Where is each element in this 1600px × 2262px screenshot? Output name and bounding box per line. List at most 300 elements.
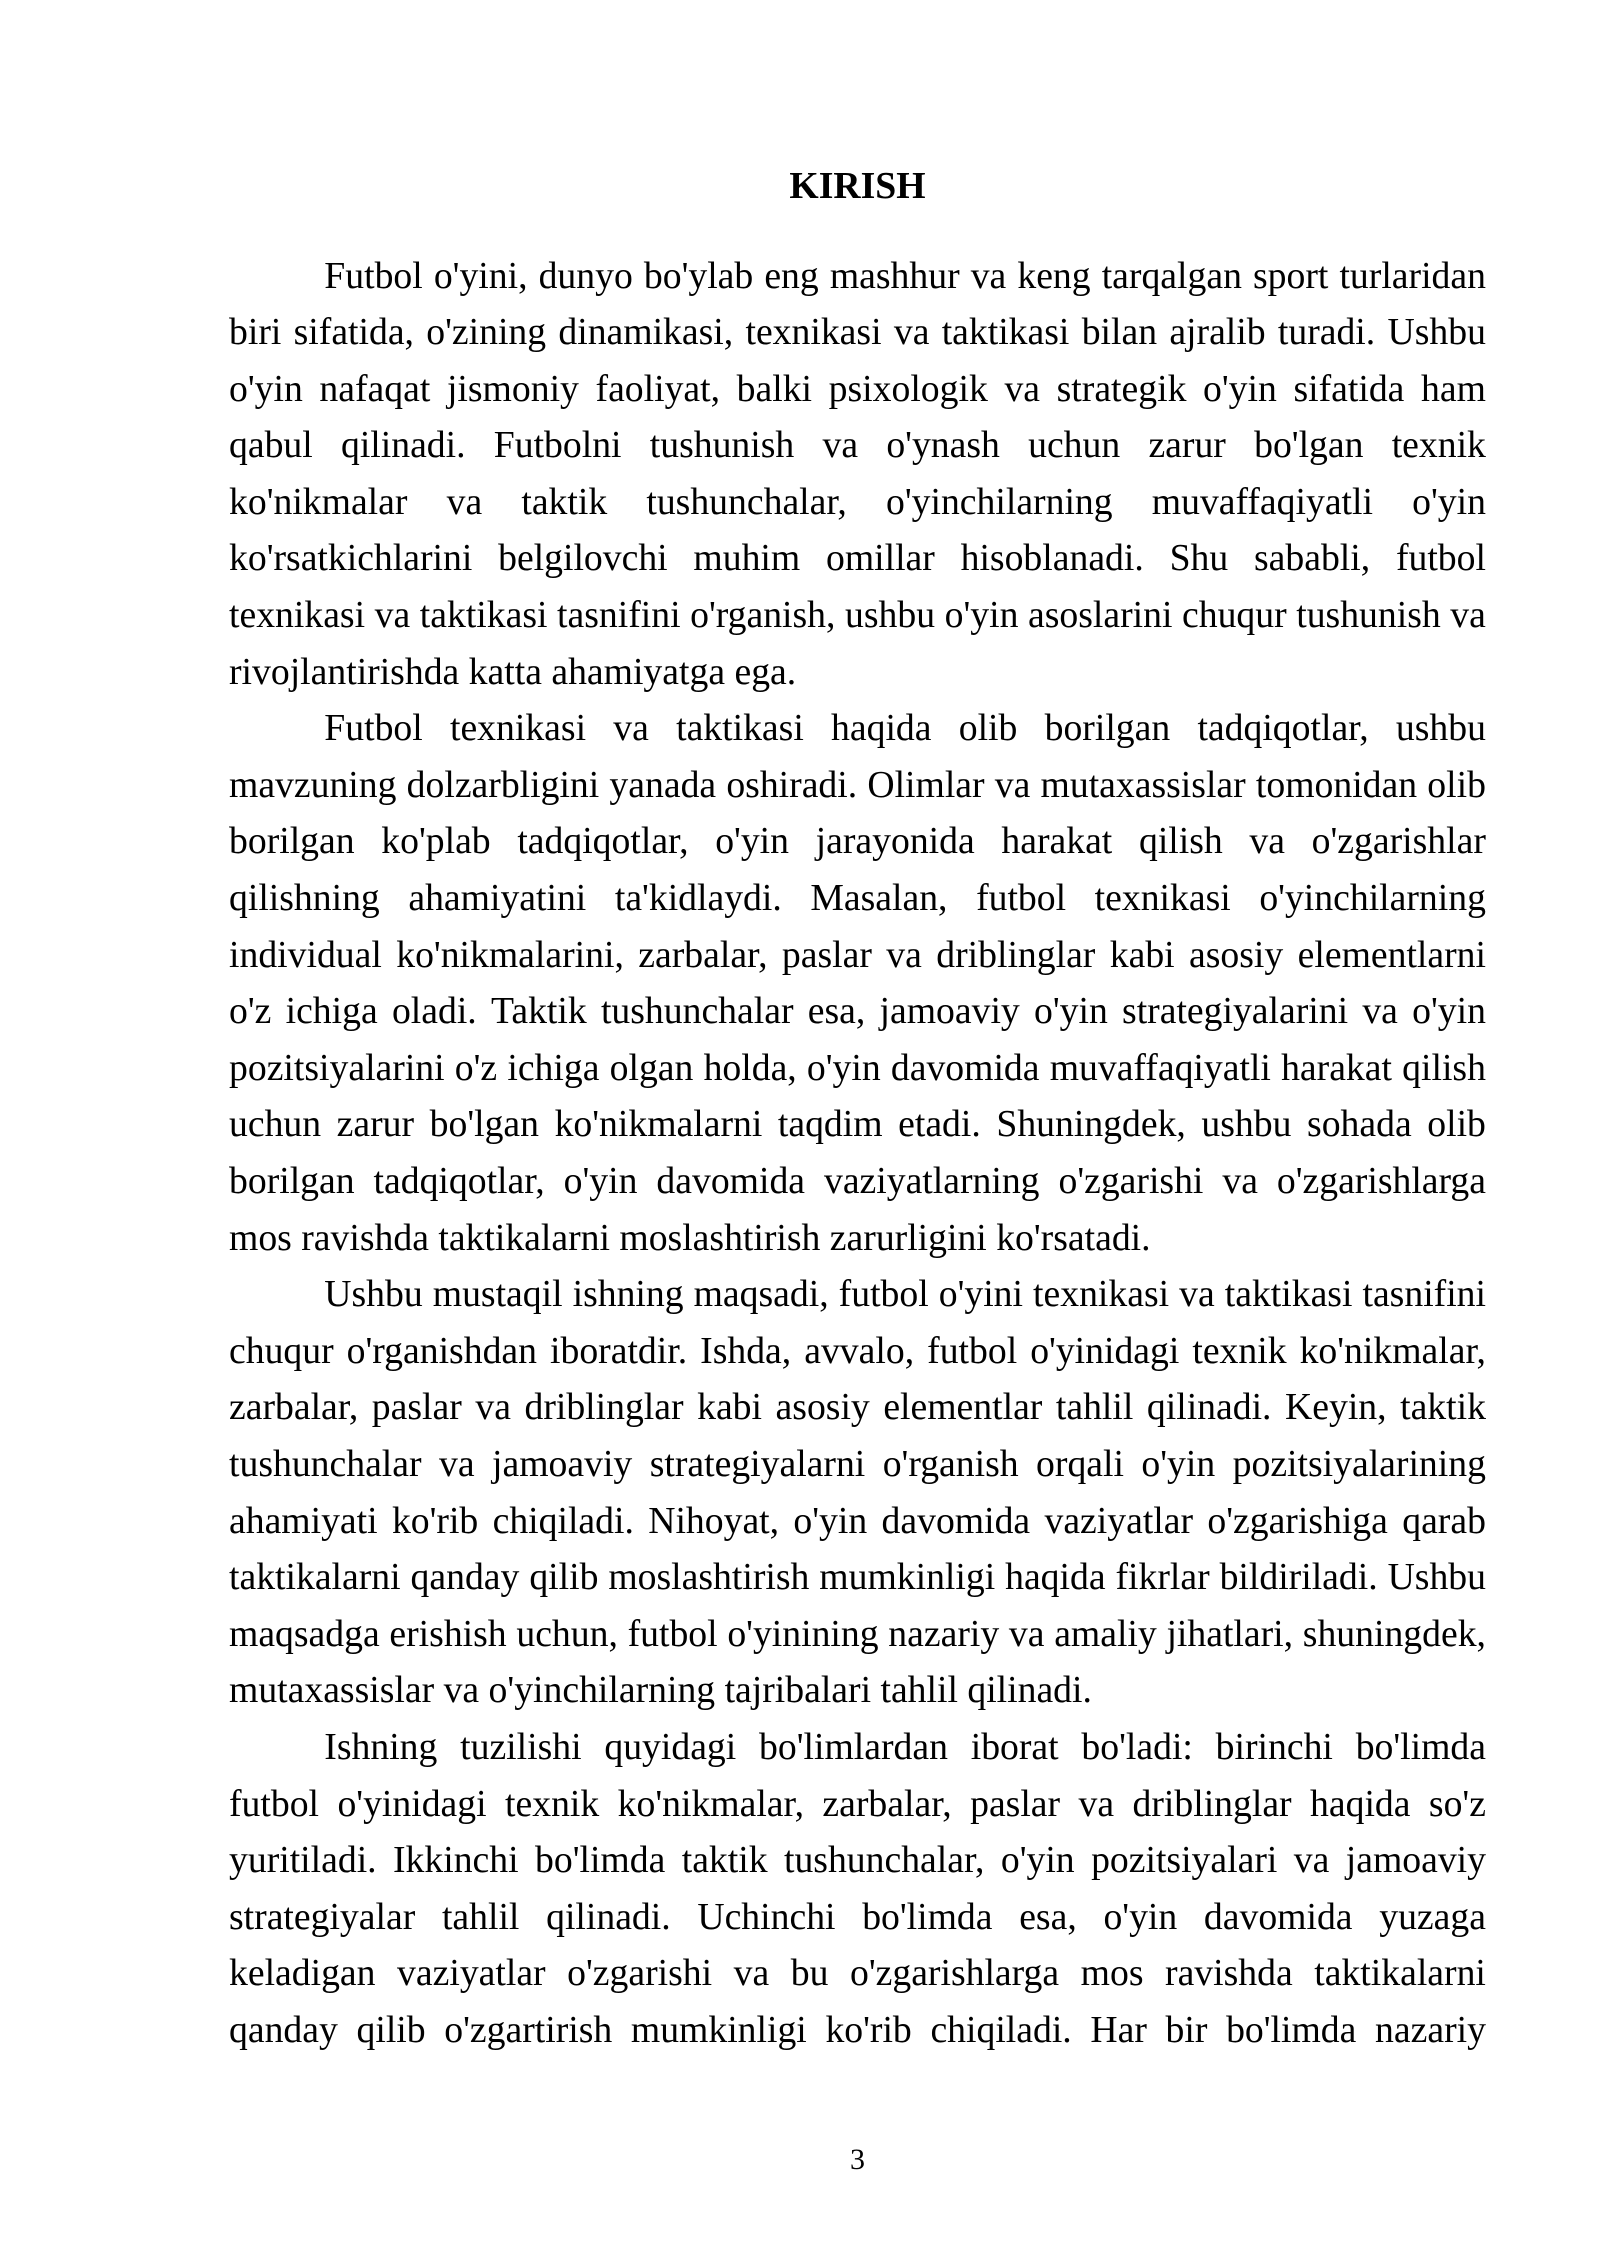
paragraph	[229, 248, 1486, 701]
paragraph-line	[229, 870, 1486, 927]
word: o'yin	[793, 1499, 877, 1542]
word: Ushbu	[324, 1273, 433, 1316]
word: va	[822, 424, 868, 467]
word: o'yin	[1412, 990, 1486, 1033]
word: paslar	[970, 1782, 1070, 1825]
word: va	[1450, 594, 1486, 637]
paragraph	[229, 700, 1486, 1266]
word: taktikalarni	[229, 1556, 411, 1599]
word: ko'nikmalar,	[1299, 1329, 1486, 1372]
word: va	[893, 311, 939, 354]
word: tushunish	[649, 424, 804, 467]
word: olib	[1427, 1103, 1486, 1146]
word: mavzuning	[229, 763, 406, 806]
word: va	[374, 594, 420, 637]
word: Ishning	[324, 1725, 447, 1768]
word: maqsadga	[229, 1612, 390, 1655]
word: etadi.	[898, 1103, 991, 1146]
word: tadqiqotlar,	[517, 820, 698, 863]
word: balki	[736, 367, 822, 410]
word: tadqiqotlar,	[373, 1160, 555, 1202]
word: elementlar	[883, 1386, 1052, 1429]
word: turadi.	[1277, 311, 1385, 354]
word: taqdim	[777, 1103, 892, 1146]
word: o'yinchilarning	[886, 480, 1123, 523]
word: o'yin	[944, 594, 1028, 637]
word: dolzarbligini	[406, 763, 609, 806]
word: tushunchalar,	[783, 1839, 994, 1882]
word: o'yin	[1203, 367, 1287, 410]
word: keladigan	[229, 1952, 385, 1995]
word: mos	[1080, 1952, 1153, 1995]
word: chiqiladi.	[492, 1499, 644, 1542]
word: bo'lgan	[1254, 424, 1373, 467]
word: avvalo,	[804, 1329, 924, 1372]
word: eng	[764, 254, 829, 297]
word: futbol	[976, 877, 1076, 920]
word: Uchinchi	[697, 1895, 845, 1938]
word: keng	[1017, 254, 1101, 297]
word: qilinadi.	[546, 1895, 681, 1938]
paragraph-line	[324, 248, 1486, 305]
word: Ikkinchi	[393, 1839, 529, 1882]
word: bilan	[1081, 311, 1167, 354]
word: ichiga	[285, 990, 388, 1033]
word: o'zgarishi	[567, 1952, 722, 1995]
word: zarbalar,	[638, 933, 777, 976]
word: qanday	[410, 1556, 529, 1599]
word: chuqur	[1182, 594, 1297, 637]
word: moslashtirish	[608, 1556, 819, 1599]
word: dunyo	[538, 254, 643, 297]
paragraph-line: rivojlantirishda katta ahamiyatga ega.	[229, 650, 797, 693]
word: ko'nikmalar	[229, 480, 417, 523]
word: tasnifini	[1362, 1273, 1486, 1316]
paragraph-line	[229, 587, 1486, 644]
word: Futbol	[324, 254, 433, 297]
paragraph-line	[229, 813, 1486, 870]
paragraph-line	[229, 1832, 1486, 1889]
word: borilgan	[229, 1160, 365, 1202]
word: erishish	[389, 1612, 517, 1655]
word: chiqiladi.	[930, 2008, 1082, 2051]
paragraph-line	[229, 530, 1486, 587]
page-number: 3	[850, 2143, 865, 2176]
word: driblinglar	[1132, 1782, 1302, 1825]
word: kabi	[1109, 933, 1185, 976]
word: mumkinligi	[630, 2008, 817, 2051]
word: zarur	[1148, 424, 1236, 467]
word: taktikasi	[1224, 1273, 1362, 1316]
word: o'yinchilarning	[1259, 877, 1486, 920]
word: individual	[229, 933, 392, 976]
word: qarab	[1402, 1499, 1486, 1542]
paragraph-line	[229, 1323, 1486, 1380]
word: davomida	[656, 1160, 815, 1202]
word: o'rganish,	[690, 594, 845, 637]
word: futbol	[627, 1612, 728, 1655]
word: asosiy	[1189, 933, 1293, 976]
word: muvaffaqiyatli	[1049, 1046, 1281, 1089]
word: va	[1008, 1612, 1054, 1655]
body-text	[229, 248, 1486, 2059]
paragraph	[229, 1266, 1486, 1719]
word: jihatlari,	[1166, 1612, 1303, 1655]
word: va	[1249, 820, 1295, 863]
word: haqida	[1310, 1782, 1420, 1825]
word: o'yin	[1000, 1839, 1085, 1882]
paragraph-line: mos ravishda taktikalarni moslashtirish zarurligini ko'rsatadi.	[229, 1216, 1151, 1259]
word: texnikasi	[449, 707, 596, 750]
word: va	[613, 707, 659, 750]
word: futbol	[838, 1273, 939, 1316]
word: omillar	[825, 537, 945, 580]
word: quyidagi	[604, 1725, 746, 1768]
paragraph-line	[229, 1549, 1486, 1606]
paragraph-line	[229, 304, 1486, 361]
word: ta'kidlaydi.	[614, 877, 792, 920]
word: bildiriladi.	[1219, 1556, 1388, 1599]
word: ajralib	[1169, 311, 1276, 354]
paragraph-line	[229, 1776, 1486, 1833]
word: texnik	[505, 1782, 609, 1825]
word: qabul	[229, 424, 323, 467]
word: va	[446, 480, 492, 523]
word: davomida	[1203, 1895, 1362, 1938]
word: mashhur	[829, 254, 970, 297]
word: o'yin	[1103, 1895, 1187, 1938]
word: turlaridan	[1339, 254, 1486, 297]
word: va	[1362, 990, 1408, 1033]
word: vaziyatlar	[397, 1952, 556, 1995]
word: uchun	[229, 1103, 331, 1146]
word: asoslarini	[1027, 594, 1182, 637]
paragraph-line	[229, 1040, 1486, 1097]
word: nazariy	[1375, 2008, 1486, 2051]
paragraph-line	[229, 1153, 1486, 1210]
paragraph-line	[229, 1889, 1486, 1946]
word: bo'limda	[535, 1839, 675, 1882]
word: o'yini	[938, 1273, 1033, 1316]
word: sababli,	[1253, 537, 1380, 580]
word: tahlil	[1055, 1386, 1143, 1429]
word: sport	[1253, 254, 1338, 297]
word: ko'nikmalarini,	[396, 933, 634, 976]
word: va	[475, 1386, 521, 1429]
paragraph-line	[229, 474, 1486, 531]
word: taktik	[521, 480, 617, 523]
word: sohada	[1307, 1103, 1422, 1146]
word: driblinglar	[936, 933, 1105, 976]
word: va	[1004, 367, 1050, 410]
word: Shu	[1169, 537, 1238, 580]
word: texnik	[1192, 1329, 1296, 1372]
word: belgilovchi	[498, 537, 678, 580]
word: o'yinining	[727, 1612, 889, 1655]
word: o'yin	[806, 1046, 891, 1089]
word: va	[733, 1952, 779, 1995]
word: strategiyalarini	[1122, 990, 1358, 1033]
word: ahamiyatini	[408, 877, 596, 920]
word: o'zgarishi	[1058, 1160, 1213, 1202]
word: o'ynash	[886, 424, 1010, 467]
word: futbol	[1395, 537, 1486, 580]
word: ushbu	[845, 594, 945, 637]
word: o'zgarishlarga	[850, 1952, 1069, 1995]
word: ko'rib	[391, 1499, 488, 1542]
word: va	[439, 1442, 484, 1485]
word: o'zgarishlarga	[1276, 1160, 1486, 1202]
word: mumkinligi	[819, 1556, 1005, 1599]
word: zarur	[336, 1103, 424, 1146]
word: strategiyalar	[229, 1895, 425, 1938]
word: pozitsiyalari	[1091, 1839, 1287, 1882]
paragraph-line	[229, 361, 1486, 418]
word: bo'limlardan	[759, 1725, 958, 1768]
word: uchun	[1028, 424, 1130, 467]
word: o'yin	[229, 367, 313, 410]
word: o'yinidagi	[337, 1782, 497, 1825]
paragraph-line	[229, 1945, 1486, 2002]
word: shuningdek,	[1302, 1612, 1486, 1655]
word: bo'limda	[1355, 1725, 1486, 1768]
word: nazariy	[888, 1612, 1009, 1655]
word: va	[994, 763, 1040, 806]
word: o'yin	[1034, 990, 1118, 1033]
word: harakat	[1001, 820, 1122, 863]
word: holda,	[703, 1046, 807, 1089]
word: jismoniy	[446, 367, 589, 410]
word: o'zgartirish	[444, 2008, 622, 2051]
word: texnikasi	[745, 311, 891, 354]
word: qilinadi.	[1146, 1386, 1281, 1429]
word: olib	[958, 707, 1027, 750]
word: o'rganishdan	[346, 1329, 547, 1372]
word: mustaqil	[432, 1273, 572, 1316]
word: asosiy	[775, 1386, 880, 1429]
word: zarbalar,	[229, 1386, 368, 1429]
word: o'yin	[1412, 480, 1486, 523]
word: o'z	[454, 1046, 507, 1089]
word: Nihoyat,	[648, 1499, 789, 1542]
word: sifatida,	[293, 311, 424, 354]
word: taktik	[1400, 1386, 1486, 1429]
word: texnikasi	[1033, 1273, 1179, 1316]
word: texnikasi	[229, 594, 375, 637]
word: ham	[1421, 367, 1486, 410]
word: Ushbu	[1387, 311, 1486, 354]
word: qilib	[529, 1556, 608, 1599]
word: olib	[1427, 763, 1486, 806]
word: tadqiqotlar,	[1197, 707, 1379, 750]
word: davomida	[890, 1046, 1049, 1089]
word: ichiga	[507, 1046, 609, 1089]
word: ravishda	[1165, 1952, 1303, 1995]
word: o'yin	[1141, 1442, 1225, 1485]
word: va	[1078, 1782, 1124, 1825]
word: kabi	[697, 1386, 772, 1429]
word: jamoaviy	[492, 1442, 642, 1485]
word: bo'lgan	[429, 1103, 549, 1146]
word: Taktik	[490, 990, 597, 1033]
word: oshiradi.	[726, 763, 867, 806]
word: bo'limda	[1226, 2008, 1366, 2051]
word: driblinglar	[524, 1386, 693, 1429]
word: qilishning	[229, 877, 390, 920]
word: ishning	[572, 1273, 693, 1316]
word: borilgan	[229, 820, 365, 863]
word: birinchi	[1215, 1725, 1343, 1768]
word: tarqalgan	[1101, 254, 1252, 297]
word: taktikasi	[419, 594, 557, 637]
word: ko'nikmalar,	[617, 1782, 814, 1825]
word: ushbu	[1201, 1103, 1301, 1146]
word: muhim	[693, 537, 810, 580]
word: Ushbu	[1387, 1556, 1486, 1599]
word: qilib	[356, 2008, 436, 2051]
word: o'yini,	[433, 254, 537, 297]
paragraph-line	[229, 1606, 1486, 1663]
word: ushbu	[1395, 707, 1486, 750]
word: o'z	[229, 990, 281, 1033]
word: davomida	[881, 1499, 1040, 1542]
paragraph	[229, 1719, 1486, 2059]
word: harakat	[1281, 1046, 1402, 1089]
word: jamoaviy	[1345, 1839, 1486, 1882]
word: zarbalar,	[822, 1782, 962, 1825]
word: bo'ladi:	[1081, 1725, 1203, 1768]
word: tushunish	[1296, 594, 1451, 637]
word: biri	[229, 311, 291, 354]
word: orqali	[1036, 1442, 1134, 1485]
section-heading: KIRISH	[789, 165, 926, 207]
word: futbol	[229, 1782, 329, 1825]
word: tushunchalar	[600, 990, 803, 1033]
paragraph-line	[229, 1493, 1486, 1550]
word: tahlil	[441, 1895, 529, 1938]
paragraph-line	[324, 1719, 1486, 1776]
word: vaziyatlar	[1044, 1499, 1203, 1542]
word: Futbol	[324, 707, 433, 750]
word: o'yin	[563, 1160, 647, 1202]
word: o'zgarishiga	[1207, 1499, 1398, 1542]
word: Shuningdek,	[996, 1103, 1196, 1146]
word: oladi.	[391, 990, 487, 1033]
paragraph-line	[324, 1266, 1486, 1323]
word: Ishda,	[700, 1329, 801, 1372]
word: esa,	[807, 990, 875, 1033]
word: ko'rsatkichlarini	[229, 537, 482, 580]
word: iboratdir.	[550, 1329, 697, 1372]
word: Keyin,	[1285, 1386, 1396, 1429]
word: ko'plab	[381, 820, 501, 863]
word: strategik	[1056, 367, 1196, 410]
word: hisoblanadi.	[960, 537, 1154, 580]
word: so'z	[1428, 1782, 1486, 1825]
word: tuzilishi	[460, 1725, 591, 1768]
word: fikrlar	[1115, 1556, 1220, 1599]
paragraph-line	[229, 1436, 1486, 1493]
paragraph-line	[229, 2002, 1486, 2059]
word: yuzaga	[1379, 1895, 1486, 1938]
word: o'rganish	[882, 1442, 1029, 1485]
word: Masalan,	[810, 877, 957, 920]
word: futbol	[927, 1329, 1027, 1372]
paragraph-line: mutaxassislar va o'yinchilarning tajribalari tahlil qilinadi.	[229, 1669, 1092, 1712]
word: Har	[1090, 2008, 1157, 2051]
word: pozitsiyalarini	[229, 1046, 455, 1089]
word: qilinadi.	[340, 424, 475, 467]
word: dinamikasi,	[558, 311, 743, 354]
word: jamoaviy	[879, 990, 1030, 1033]
paragraph-line	[229, 1096, 1486, 1153]
word: esa,	[1019, 1895, 1087, 1938]
word: muvaffaqiyatli	[1151, 480, 1383, 523]
paragraph-line	[229, 927, 1486, 984]
word: mutaxassislar	[1040, 763, 1256, 806]
word: paslar	[371, 1386, 472, 1429]
word: o'yinidagi	[1030, 1329, 1189, 1372]
word: maqsadi,	[693, 1273, 839, 1316]
word: taktik	[681, 1839, 777, 1882]
word: jarayonida	[815, 820, 985, 863]
word: Olimlar	[867, 763, 995, 806]
word: qilish	[1402, 1046, 1486, 1089]
word: sifatida	[1293, 367, 1414, 410]
word: o'yin	[715, 820, 799, 863]
word: yanada	[609, 763, 726, 806]
word: paslar	[781, 933, 882, 976]
word: borilgan	[1044, 707, 1180, 750]
word: amaliy	[1054, 1612, 1167, 1655]
word: qilish	[1138, 820, 1233, 863]
word: olgan	[609, 1046, 703, 1089]
word: texnikasi	[1094, 877, 1241, 920]
paragraph-line	[324, 700, 1486, 757]
paragraph-line	[229, 1379, 1486, 1436]
word: bir	[1165, 2008, 1217, 2051]
word: Futbolni	[493, 424, 631, 467]
word: haqida	[831, 707, 941, 750]
word: va	[1179, 1273, 1225, 1316]
word: nafaqat	[319, 367, 440, 410]
word: va	[1222, 1160, 1268, 1202]
word: tushunchalar	[229, 1442, 431, 1485]
word: tushunchalar,	[646, 480, 857, 523]
word: elementlarni	[1297, 933, 1486, 976]
word: bu	[790, 1952, 838, 1995]
paragraph-line	[229, 417, 1486, 474]
word: bo'limda	[862, 1895, 1002, 1938]
word: ko'nikmalarni	[554, 1103, 772, 1146]
word: va	[886, 933, 932, 976]
word: haqida	[1005, 1556, 1115, 1599]
word: pozitsiyalarining	[1232, 1442, 1486, 1485]
word: chuqur	[229, 1329, 344, 1372]
word: ahamiyati	[229, 1499, 388, 1542]
word: ko'rib	[825, 2008, 922, 2051]
word: tasnifini	[557, 594, 690, 637]
paragraph-line	[229, 757, 1486, 814]
word: o'zgarishlar	[1311, 820, 1486, 863]
word: o'zining	[426, 311, 556, 354]
word: yuritiladi.	[229, 1839, 387, 1882]
word: vaziyatlarning	[823, 1160, 1049, 1202]
word: iborat	[970, 1725, 1069, 1768]
paragraph-line	[229, 983, 1486, 1040]
word: taktikalarni	[1314, 1952, 1486, 1995]
word: qanday	[229, 2008, 348, 2051]
